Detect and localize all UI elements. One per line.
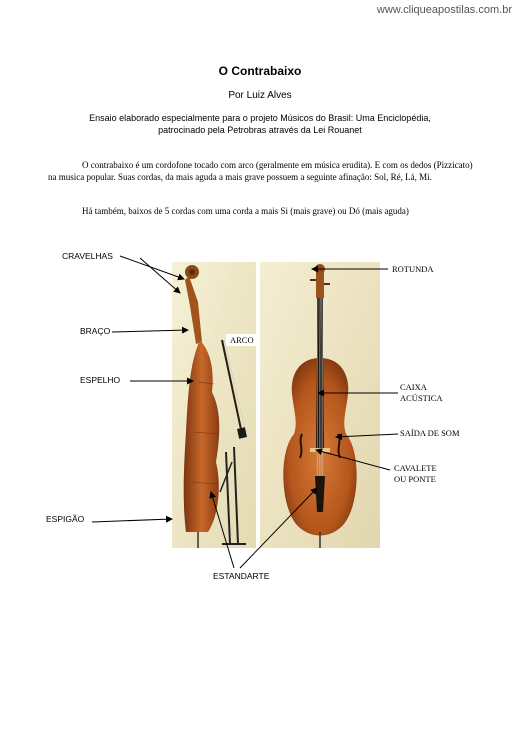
label-braco: BRAÇO xyxy=(80,326,111,336)
arrow-saida xyxy=(336,434,398,437)
arrow-braco xyxy=(112,330,188,332)
arrow-cavalete xyxy=(316,450,390,470)
label-cavalete-line-1: CAVALETE xyxy=(394,463,437,473)
label-caixa-line-2: ACÚSTICA xyxy=(400,393,443,403)
label-arco: ARCO xyxy=(226,334,258,346)
subtitle-line-1: Ensaio elaborado especialmente para o projeto Músicos do Brasil: Uma Enciclopédia, xyxy=(89,113,431,123)
document-title: O Contrabaixo xyxy=(218,64,302,78)
label-estandarte: ESTANDARTE xyxy=(213,571,270,581)
label-cavalete-line-2: OU PONTE xyxy=(394,474,436,484)
label-cravelhas: CRAVELHAS xyxy=(62,251,113,261)
label-caixa-line-1: CAIXA xyxy=(400,382,427,392)
label-espelho: ESPELHO xyxy=(80,375,121,385)
site-watermark: www.cliqueapostilas.com.br xyxy=(376,4,512,16)
document-author: Por Luiz Alves xyxy=(228,90,292,101)
paragraph-five-strings: Há também, baixos de 5 cordas com uma corda a mais Si (mais grave) ou Dó (mais aguda) xyxy=(82,206,409,216)
label-rotunda: ROTUNDA xyxy=(392,264,434,274)
arrow-estandarte-1 xyxy=(211,492,234,568)
subtitle-line-2: patrocinado pela Petrobras através da Lei Rouanet xyxy=(158,125,362,135)
arrow-estandarte-2 xyxy=(240,488,317,568)
label-saida-de-som: SAÍDA DE SOM xyxy=(400,428,460,438)
arrow-espigao xyxy=(92,519,172,522)
label-espigao: ESPIGÃO xyxy=(46,514,85,524)
paragraph-tuning: O contrabaixo é um cordofone tocado com arco (geralmente em música erudita). E com os dedos (Pizzicato) na musica popular. Suas cordas, da mais aguda a mais grave possuem a seguinte afinação: Sol, Ré, Lá, Mi. xyxy=(48,160,473,182)
arrow-cravelhas-1 xyxy=(120,256,184,279)
